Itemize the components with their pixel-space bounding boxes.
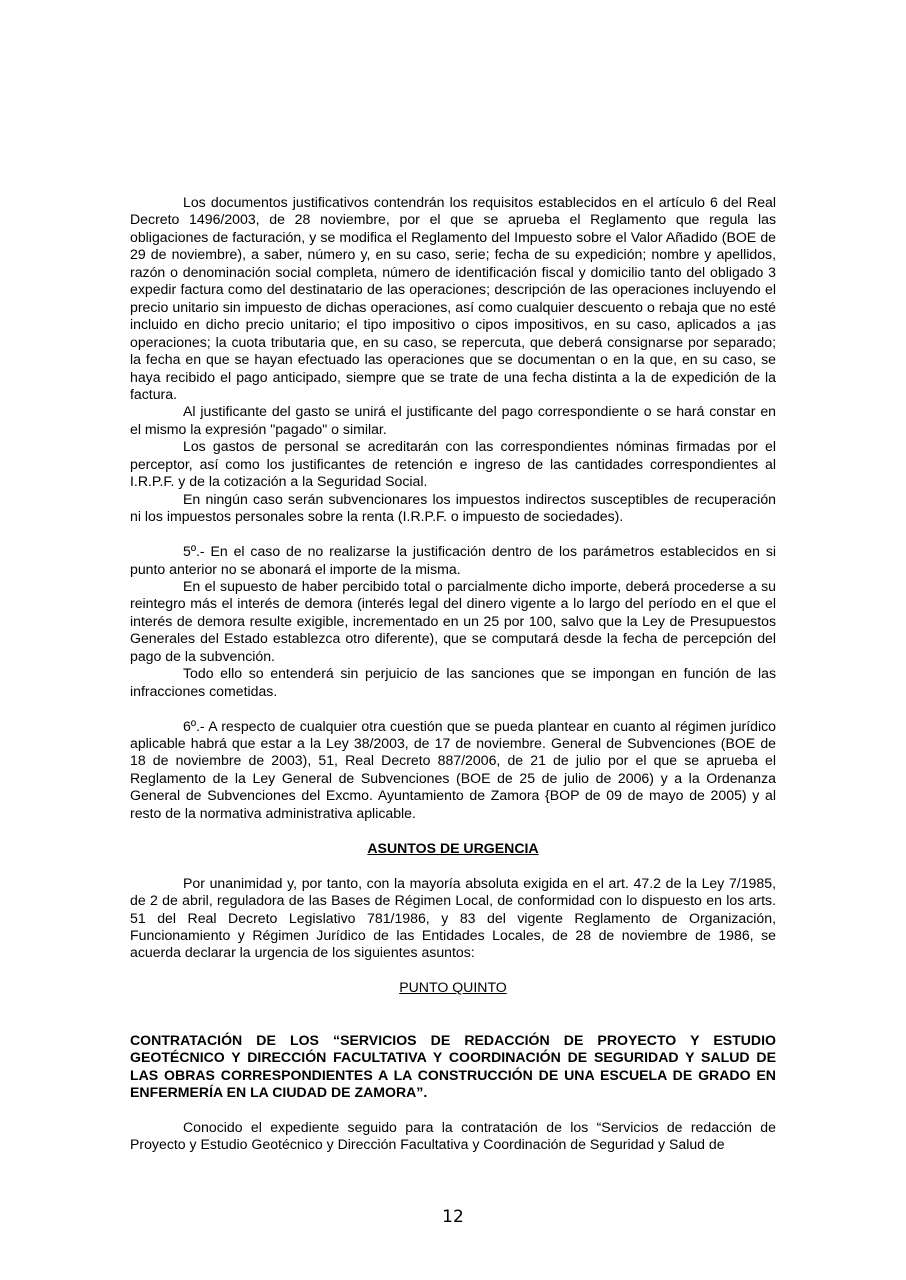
paragraph-justificante-pago: Al justificante del gasto se unirá el justificante del pago correspondiente o se hará constar en el mismo la expresión "pagado" o similar.	[130, 403, 776, 437]
paragraph-conocido-expediente: Conocido el expediente seguido para la contratación de los “Servicios de redacción de Proyecto y Estudio Geotécnico y Dirección Facultativa y Coordinación de Seguridad y Salud de	[130, 1118, 776, 1153]
paragraph-unanimidad: Por unanimidad y, por tanto, con la mayoría absoluta exigida en el art. 47.2 de la Ley 7/1985, de 2 de abril, reguladora de las Bases de Régimen Local, de conformidad con lo dispuesto en los arts. 51 del Real Decreto Legislativo 781/1986, y 83 del vigente Reglamento de Organización, Funcionamiento y Régimen Jurídico de las Entidades Locales, de 28 de noviembre de 1986, se acuerda declarar la urgencia de los siguientes asuntos:	[130, 874, 776, 961]
document-body	[130, 194, 776, 1154]
heading-punto-quinto: PUNTO QUINTO	[399, 979, 507, 996]
paragraph-reintegro: En el supuesto de haber percibido total o parcialmente dicho importe, deberá procederse a su reintegro más el interés de demora (interés legal del dinero vigente a lo largo del período en el que el interés de demora resulte exigible, incrementado en un 25 por 100, salvo que la Ley de Presupuestos Generales del Estado establezca otro diferente), que se computará desde la fecha de percepción del pago de la subvención.	[130, 577, 776, 664]
paragraph-justificativos: Los documentos justificativos contendrán los requisitos establecidos en el artículo 6 del Real Decreto 1496/2003, de 28 noviembre, por el que se aprueba el Reglamento que regula las obligaciones de facturación, y se modifica el Reglamento del Impuesto sobre el Valor Añadido (BOE de 29 de noviembre), a saber, número y, en su caso, serie; fecha de su expedición; nombre y apellidos, razón o denominación social completa, número de identificación fiscal y domicilio tanto del obligado 3 expedir factura como del destinatario de las operaciones; descripción de las operaciones incluyendo el precio unitario sin impuesto de dichas operaciones, así como cualquier descuento o rebaja que no esté incluido en dicho precio unitario; el tipo impositivo o cipos impositivos, en su caso, aplicados a ¡as operaciones; la cuota tributaria que, en su caso, se repercuta, que deberá consignarse por separado; la fecha en que se hayan efectuado las operaciones que se documentan o en la que, en su caso, se haya recibido el pago anticipado, siempre que se trate de una fecha distinta a la de expedición de la factura.	[130, 194, 776, 402]
title-contratacion: CONTRATACIÓN DE LOS “SERVICIOS DE REDACCIÓN DE PROYECTO Y ESTUDIO GEOTÉCNICO Y DIRECCIÓN FACULTATIVA Y COORDINACIÓN DE SEGURIDAD Y SALUD DE LAS OBRAS CORRESPONDIENTES A LA CONSTRUCCIÓN DE UNA ESCUELA DE GRADO EN ENFERMERÍA EN LA CIUDAD DE ZAMORA”.	[130, 1031, 776, 1100]
paragraph-gastos-personal: Los gastos de personal se acreditarán con las correspondientes nóminas firmadas por el perceptor, así como los justificantes de retención e ingreso de las cantidades correspondientes al I.R.P.F. y de la cotización a la Seguridad Social.	[130, 438, 776, 490]
page-number: 12	[442, 1207, 464, 1227]
paragraph-sanciones: Todo ello so entenderá sin perjuicio de las sanciones que se impongan en función de las infracciones cometidas.	[130, 665, 776, 699]
paragraph-impuestos: En ningún caso serán subvencionares los impuestos indirectos susceptibles de recuperación ni los impuestos personales sobre la renta (I.R.P.F. o impuesto de sociedades).	[130, 490, 776, 525]
heading-asuntos-urgencia: ASUNTOS DE URGENCIA	[367, 839, 539, 856]
paragraph-sexto: 6º.- A respecto de cualquier otra cuestión que se pueda plantear en cuanto al régimen jurídico aplicable habrá que estar a la Ley 38/2003, de 17 de noviembre. General de Subvenciones (BOE de 18 de noviembre de 2003), 51, Real Decreto 887/2006, de 21 de julio por el que se aprueba el Reglamento de la Ley General de Subvenciones (BOE de 25 de julio de 2006) y a la Ordenanza General de Subvenciones del Excmo. Ayuntamiento de Zamora {BOP de 09 de mayo de 2005) y al resto de la normativa administrativa aplicable.	[130, 717, 776, 821]
paragraph-quinto: 5º.- En el caso de no realizarse la justificación dentro de los parámetros establecidos en si punto anterior no se abonará el importe de la misma.	[130, 543, 776, 577]
